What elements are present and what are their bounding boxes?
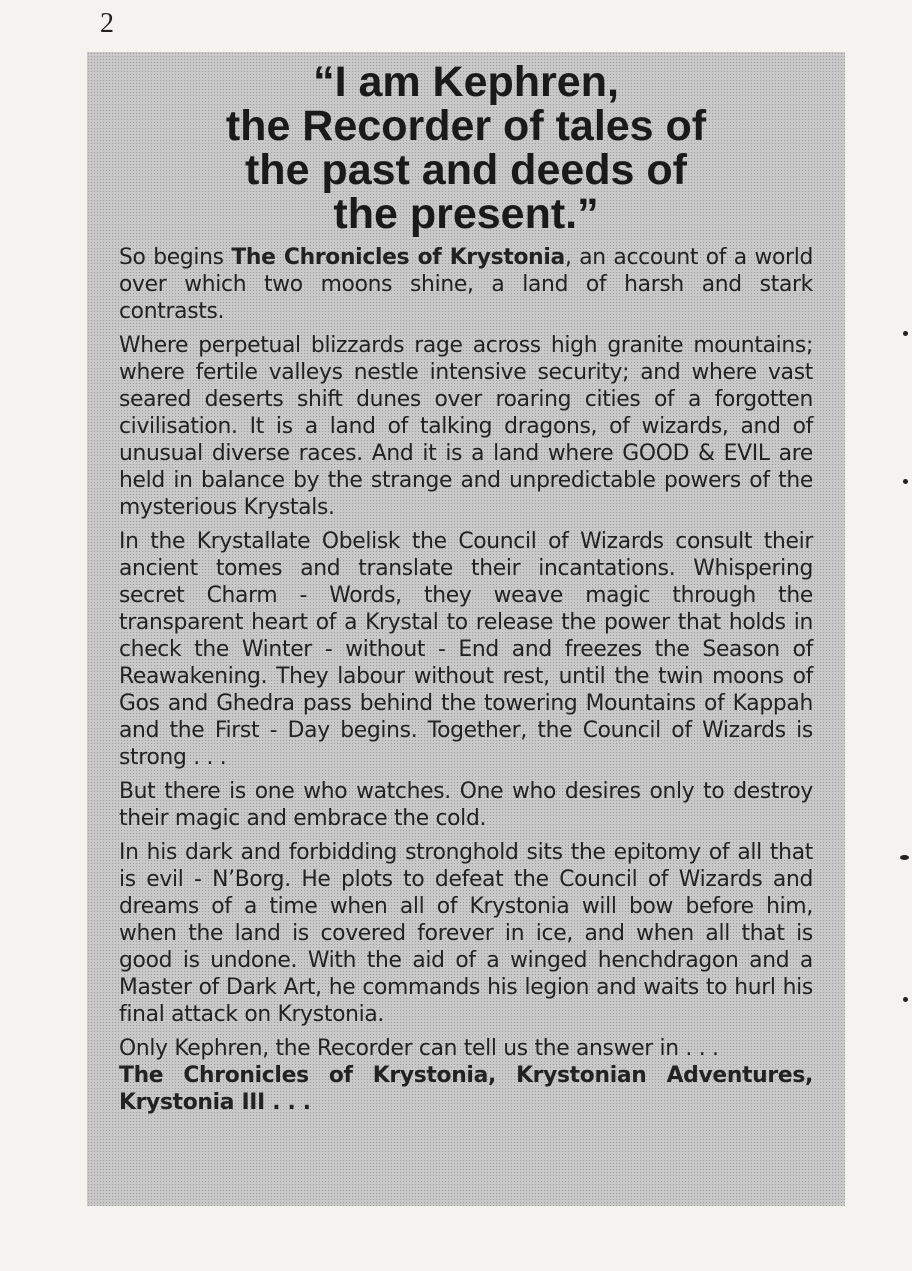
body-paragraph-nborg: In his dark and forbidding stronghold sits the epitomy of all that is evil - N’Borg. He plots to defeat the Council of Wizards and dreams of a time when all of Krystonia will bow before him, when the land is covered forever in ice, and when all that is good is undone. With the aid of a winged henchdragon and a Master of Dark Art, he commands his legion and waits to hurl his final attack on Krystonia. bbox=[119, 840, 813, 1027]
intro-book-title: The Chronicles of Krystonia bbox=[231, 245, 565, 270]
headline-quote bbox=[119, 60, 813, 236]
paper-speck bbox=[903, 479, 908, 484]
headline-line: the Recorder of tales of bbox=[225, 102, 707, 150]
paper-speck bbox=[903, 331, 908, 336]
headline-line: “I am Kephren, bbox=[313, 58, 619, 106]
paper-speck bbox=[900, 855, 909, 860]
text-panel bbox=[87, 52, 845, 1206]
body-paragraph-landscape: Where perpetual blizzards rage across high granite mountains; where fertile valleys nestle intensive security; and where vast seared deserts shift dunes over roaring cities of a forgotten civilisation. It is a land of talking dragons, of wizards, and of unusual diverse races. And it is a land where GOOD & EVIL are held in balance by the strange and unpredictable powers of the mysterious Krystals. bbox=[119, 333, 813, 520]
headline-line: the present.” bbox=[333, 190, 599, 238]
intro-text-end: , an account of a world over which two moons shine, a land of harsh and stark contrasts. bbox=[119, 245, 813, 324]
headline-line: the past and deeds of bbox=[244, 146, 687, 194]
closing-book-titles: The Chronicles of Krystonia, Krystonian Adventures, Krystonia III . . . bbox=[119, 1063, 813, 1115]
intro-paragraph bbox=[119, 244, 813, 325]
page-number: 2 bbox=[100, 8, 114, 39]
body-paragraph-watcher: But there is one who watches. One who desires only to destroy their magic and embrace the cold. bbox=[119, 779, 813, 831]
closing-text: Only Kephren, the Recorder can tell us the answer in . . . bbox=[119, 1036, 719, 1061]
body-paragraph-council: In the Krystallate Obelisk the Council of Wizards consult their ancient tomes and translate their incantations. Whispering secret Charm - Words, they weave magic through the transparent heart of a Krystal to release the power that holds in check the Winter - without - End and freezes the Season of Reawakening. They labour without rest, until the twin moons of Gos and Ghedra pass behind the towering Mountains of Kappah and the First - Day begins. Together, the Council of Wizards is strong . . . bbox=[119, 529, 813, 770]
closing-paragraph bbox=[119, 1035, 813, 1116]
paper-speck bbox=[903, 997, 908, 1002]
intro-text-start: So begins bbox=[119, 245, 232, 270]
